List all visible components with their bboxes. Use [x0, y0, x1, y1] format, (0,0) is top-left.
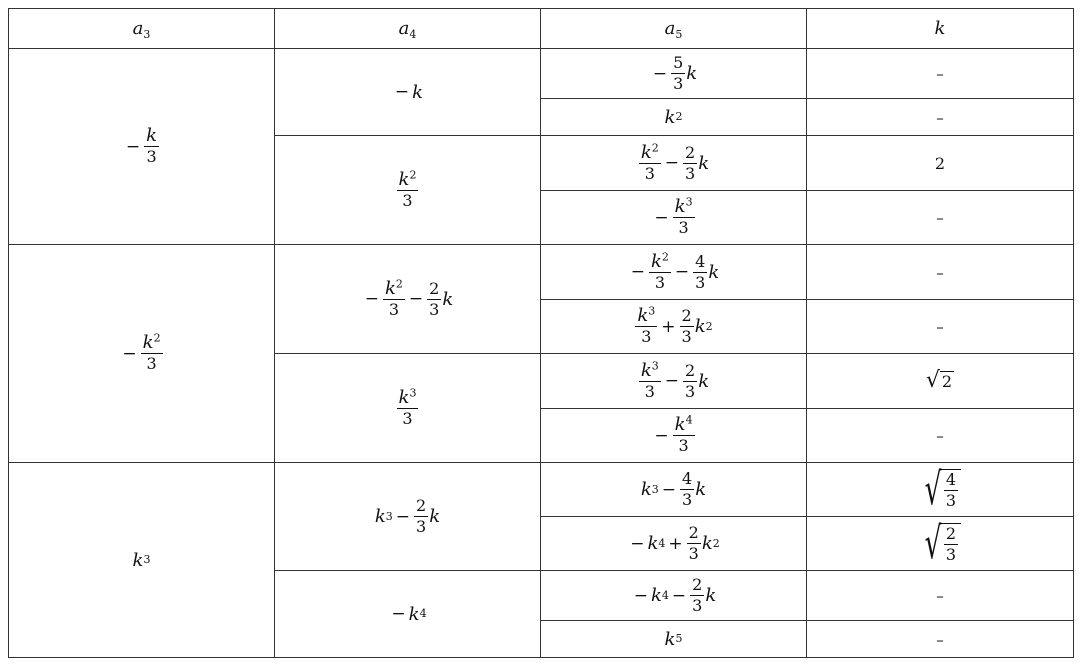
a5-cell-8: − $\frac{k^4}{3}$ [541, 409, 807, 463]
header-a5: $a_5$ [541, 9, 807, 49]
a3-cell-2: − $\frac{k^2}{3}$ [9, 245, 275, 463]
a5-cell-4: − $\frac{k^3}{3}$ [541, 191, 807, 245]
table-row [9, 49, 1074, 99]
a5-cell-11: − k 4 − $\frac{2}{3}$ k [541, 571, 807, 621]
k-cell-1: – [807, 49, 1074, 99]
k-cell-10: √ $\frac{2}{3}$ [807, 517, 1074, 571]
a3-cell-1: − $\frac{k}{3}$ [9, 49, 275, 245]
table-row [9, 245, 1074, 300]
a5-cell-12: k 5 [541, 621, 807, 658]
coefficient-table [8, 8, 1074, 658]
a5-cell-2: k 2 [541, 99, 807, 136]
a4-cell-2: $\frac{k^2}{3}$ [275, 136, 541, 245]
header-a4: $a_4$ [275, 9, 541, 49]
k-cell-2: – [807, 99, 1074, 136]
a3-cell-3: k 3 [9, 463, 275, 658]
k-cell-11: – [807, 571, 1074, 621]
header-a3: $a_3$ [9, 9, 275, 49]
table-row [9, 463, 1074, 517]
a5-cell-5: − $\frac{k^2}{3}$ − $\frac{4}{3}$ k [541, 245, 807, 300]
a4-cell-3: − $\frac{k^2}{3}$ − $\frac{2}{3}$ k [275, 245, 541, 354]
a5-cell-1: − $\frac{5}{3}$ k [541, 49, 807, 99]
a4-cell-4: $\frac{k^3}{3}$ [275, 354, 541, 463]
a5-cell-7: $\frac{k^3}{3}$ − $\frac{2}{3}$ k [541, 354, 807, 409]
k-cell-7: √ 2 [807, 354, 1074, 409]
a4-cell-1: − k [275, 49, 541, 136]
a5-cell-10: − k 4 + $\frac{2}{3}$ k 2 [541, 517, 807, 571]
a4-cell-5: k 3 − $\frac{2}{3}$ k [275, 463, 541, 571]
k-cell-9: √ $\frac{4}{3}$ [807, 463, 1074, 517]
k-cell-4: – [807, 191, 1074, 245]
k-cell-6: – [807, 300, 1074, 354]
header-row [9, 9, 1074, 49]
a5-cell-9: k 3 − $\frac{4}{3}$ k [541, 463, 807, 517]
a5-cell-3: $\frac{k^2}{3}$ − $\frac{2}{3}$ k [541, 136, 807, 191]
k-cell-5: – [807, 245, 1074, 300]
header-k: k [807, 9, 1074, 49]
a5-cell-6: $\frac{k^3}{3}$ + $\frac{2}{3}$ k 2 [541, 300, 807, 354]
k-cell-8: – [807, 409, 1074, 463]
a4-cell-6: − k 4 [275, 571, 541, 658]
k-cell-12: – [807, 621, 1074, 658]
k-cell-3: 2 [807, 136, 1074, 191]
